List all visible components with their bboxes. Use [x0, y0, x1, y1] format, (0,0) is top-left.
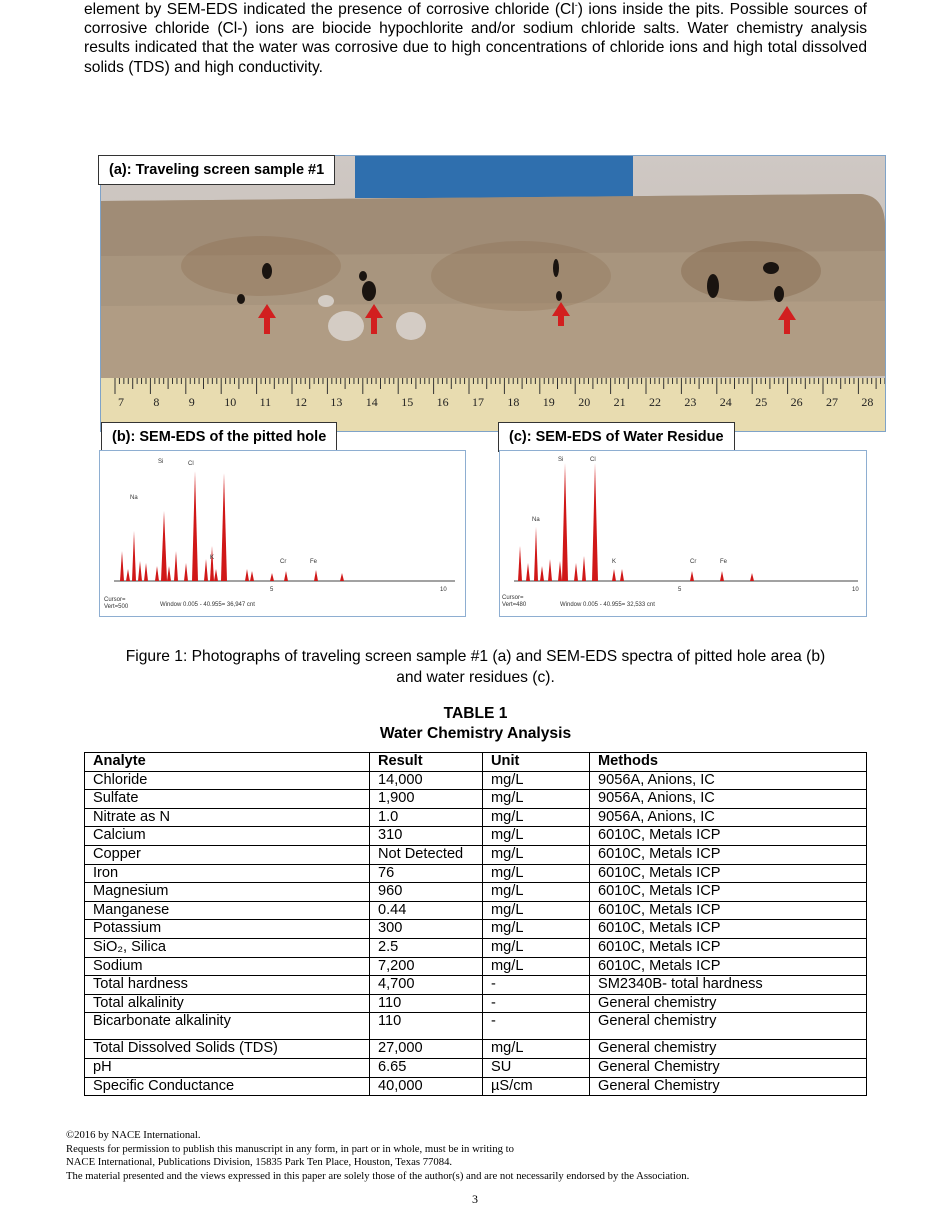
cell-unit: mg/L [483, 808, 590, 827]
spectrum-b-vert: Vert=500 [104, 604, 129, 610]
cell-unit: mg/L [483, 938, 590, 957]
header-result: Result [370, 753, 483, 772]
caption-line-2: and water residues (c). [396, 669, 555, 686]
cell-result: 1.0 [370, 808, 483, 827]
spectrum-c-vert: Vert=480 [502, 602, 527, 608]
svg-text:Cr: Cr [690, 559, 697, 565]
water-chemistry-table [84, 752, 867, 1096]
ruler-number: 16 [436, 395, 449, 409]
cell-analyte: Chloride [85, 771, 370, 790]
cell-method: 6010C, Metals ICP [590, 901, 867, 920]
intro-paragraph [84, 0, 867, 77]
cell-result: 0.44 [370, 901, 483, 920]
cell-method: 9056A, Anions, IC [590, 771, 867, 790]
cell-result: 310 [370, 827, 483, 846]
header-analyte: Analyte [85, 753, 370, 772]
ruler-number: 22 [649, 395, 661, 409]
table-title: Water Chemistry Analysis [379, 725, 572, 742]
cell-method: 6010C, Metals ICP [590, 883, 867, 902]
header-methods: Methods [590, 753, 867, 772]
cell-analyte: Manganese [85, 901, 370, 920]
ruler-number: 18 [507, 395, 520, 409]
spectrum-c [499, 450, 867, 617]
table-row [85, 938, 867, 957]
table-number: TABLE 1 [443, 705, 508, 722]
svg-text:Fe: Fe [720, 559, 728, 565]
table-header-row [85, 753, 867, 772]
cell-analyte: Total Dissolved Solids (TDS) [85, 1040, 370, 1059]
cell-result: 76 [370, 864, 483, 883]
ruler-number: 20 [578, 395, 591, 409]
intro-text-1: element by SEM-EDS indicated the presence of corrosive chloride (Cl [84, 1, 575, 18]
footer-line-1: ©2016 by NACE International. [66, 1129, 201, 1141]
cell-unit: - [483, 994, 590, 1013]
ruler-number: 7 [118, 395, 124, 409]
cell-result: 300 [370, 920, 483, 939]
table-row [85, 790, 867, 809]
cell-unit: mg/L [483, 771, 590, 790]
ruler-number: 14 [365, 395, 378, 409]
cell-result: 1,900 [370, 790, 483, 809]
cell-unit: SU [483, 1058, 590, 1077]
cell-result: 6.65 [370, 1058, 483, 1077]
spectrum-b-cursor: Cursor= [104, 597, 126, 603]
cell-unit: mg/L [483, 883, 590, 902]
intro-superscript: - [574, 0, 578, 10]
cell-method: 6010C, Metals ICP [590, 845, 867, 864]
cell-method: 6010C, Metals ICP [590, 827, 867, 846]
table-row [85, 1058, 867, 1077]
svg-text:Cr: Cr [280, 559, 287, 565]
svg-text:K: K [612, 559, 617, 565]
table-row [85, 901, 867, 920]
cell-unit: mg/L [483, 790, 590, 809]
table-row [85, 827, 867, 846]
svg-text:Si: Si [558, 457, 564, 463]
svg-text:Na: Na [130, 495, 138, 501]
ruler-number: 25 [755, 395, 768, 409]
header-unit: Unit [483, 753, 590, 772]
svg-text:5: 5 [270, 587, 274, 593]
copyright-footer [66, 1129, 896, 1183]
cell-method: 9056A, Anions, IC [590, 808, 867, 827]
cell-analyte: Sulfate [85, 790, 370, 809]
svg-text:Cl: Cl [590, 457, 596, 463]
cell-result: 40,000 [370, 1077, 483, 1096]
intro-text-2: ) ions inside the pits. Possible sources of corrosive chloride (Cl-) ions are biocide hypochlorite and/or sodium chloride salts. Water chemistry analysis results indicated that the water was corrosive due to high concentrations of chloride ions and high total dissolved solids (TDS) and high conductivity. [84, 1, 867, 76]
cell-method: 6010C, Metals ICP [590, 938, 867, 957]
cell-unit: mg/L [483, 957, 590, 976]
ruler-number: 19 [542, 395, 555, 409]
cell-result: 27,000 [370, 1040, 483, 1059]
figure-caption [84, 646, 867, 688]
cell-analyte: Total alkalinity [85, 994, 370, 1013]
ruler-number: 8 [153, 395, 160, 409]
caption-line-1: Figure 1: Photographs of traveling screen sample #1 (a) and SEM-EDS spectra of pitted hole area (b) [125, 648, 826, 665]
svg-text:Na: Na [532, 517, 540, 523]
cell-analyte: Nitrate as N [85, 808, 370, 827]
cell-result: 4,700 [370, 976, 483, 995]
ruler-number: 11 [259, 395, 272, 409]
ruler-number: 17 [472, 395, 484, 409]
ruler-number: 13 [330, 395, 343, 409]
cell-analyte: Calcium [85, 827, 370, 846]
footer-line-3: NACE International, Publications Division, 15835 Park Ten Place, Houston, Texas 77084. [66, 1156, 453, 1169]
table-row [85, 920, 867, 939]
cell-result: Not Detected [370, 845, 483, 864]
cell-unit: mg/L [483, 845, 590, 864]
sample-photo-illustration [101, 156, 885, 431]
cell-analyte: Potassium [85, 920, 370, 939]
footer-line-2: Requests for permission to publish this manuscript in any form, in part or in whole, must be in writing to [66, 1142, 514, 1155]
svg-text:Cl: Cl [188, 461, 194, 467]
sample-photo [100, 155, 886, 432]
table-row [85, 864, 867, 883]
cell-method: 6010C, Metals ICP [590, 920, 867, 939]
cell-analyte: SiO₂, Silica [85, 938, 370, 957]
ruler-number: 28 [861, 395, 874, 409]
cell-unit: mg/L [483, 827, 590, 846]
cell-analyte: Bicarbonate alkalinity [85, 1013, 370, 1040]
ruler-number: 12 [295, 395, 307, 409]
cell-analyte: Iron [85, 864, 370, 883]
table-row [85, 994, 867, 1013]
page-number: 3 [472, 1192, 478, 1206]
svg-text:K: K [210, 555, 215, 561]
cell-result: 2.5 [370, 938, 483, 957]
table-row [85, 845, 867, 864]
cell-analyte: Sodium [85, 957, 370, 976]
cell-method: 6010C, Metals ICP [590, 957, 867, 976]
table-row [85, 957, 867, 976]
cell-unit: mg/L [483, 1040, 590, 1059]
cell-method: General Chemistry [590, 1058, 867, 1077]
spectrum-b [99, 450, 466, 617]
table-row [85, 976, 867, 995]
cell-method: General chemistry [590, 1040, 867, 1059]
cell-method: General chemistry [590, 1013, 867, 1040]
svg-text:Si: Si [158, 459, 164, 465]
ruler-number: 15 [401, 395, 414, 409]
cell-result: 14,000 [370, 771, 483, 790]
ruler-number: 21 [613, 395, 626, 409]
svg-text:10: 10 [852, 587, 859, 593]
ruler-number: 9 [188, 395, 195, 409]
table-row [85, 771, 867, 790]
cell-result: 960 [370, 883, 483, 902]
svg-text:10: 10 [440, 587, 447, 593]
table-row [85, 883, 867, 902]
ruler-number: 26 [790, 395, 803, 409]
cell-analyte: Total hardness [85, 976, 370, 995]
cell-result: 110 [370, 994, 483, 1013]
label-b: (b): SEM-EDS of the pitted hole [101, 422, 337, 452]
cell-method: 6010C, Metals ICP [590, 864, 867, 883]
spectrum-b-footer: Window 0.005 - 40.955= 36,947 cnt [160, 602, 255, 608]
spectrum-c-cursor: Cursor= [502, 595, 524, 601]
ruler-number: 27 [826, 395, 838, 409]
ruler-number: 10 [224, 395, 237, 409]
cell-unit: mg/L [483, 901, 590, 920]
cell-result: 7,200 [370, 957, 483, 976]
cell-result: 110 [370, 1013, 483, 1040]
cell-method: 9056A, Anions, IC [590, 790, 867, 809]
spectrum-c-footer: Window 0.005 - 40.955= 32,533 cnt [560, 602, 655, 608]
blue-tag [355, 156, 633, 198]
cell-unit: - [483, 976, 590, 995]
label-a: (a): Traveling screen sample #1 [98, 155, 335, 185]
footer-line-4: The material presented and the views expressed in this paper are solely those of the author(s) and are not necessarily endorsed by the Association. [66, 1169, 690, 1182]
label-c: (c): SEM-EDS of Water Residue [498, 422, 735, 452]
cell-method: General chemistry [590, 994, 867, 1013]
cell-method: SM2340B- total hardness [590, 976, 867, 995]
table-row [85, 1013, 867, 1040]
table-row [85, 808, 867, 827]
cell-analyte: Magnesium [85, 883, 370, 902]
cell-analyte: pH [85, 1058, 370, 1077]
ruler-number: 23 [684, 395, 697, 409]
cell-analyte: Copper [85, 845, 370, 864]
table-row [85, 1040, 867, 1059]
cell-unit: mg/L [483, 920, 590, 939]
svg-text:Fe: Fe [310, 559, 318, 565]
cell-unit: µS/cm [483, 1077, 590, 1096]
table-row [85, 1077, 867, 1096]
ruler-number: 24 [719, 395, 732, 409]
cell-unit: - [483, 1013, 590, 1040]
cell-analyte: Specific Conductance [85, 1077, 370, 1096]
cell-method: General Chemistry [590, 1077, 867, 1096]
svg-text:5: 5 [678, 587, 682, 593]
cell-unit: mg/L [483, 864, 590, 883]
